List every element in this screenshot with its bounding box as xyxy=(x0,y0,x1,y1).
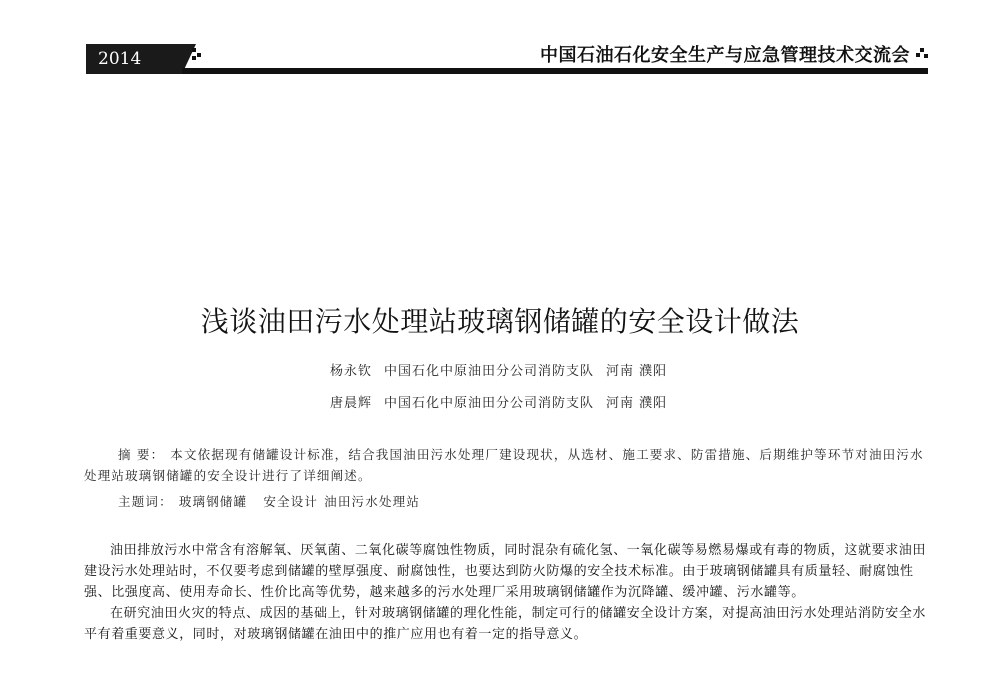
keyword: 油田污水处理站 xyxy=(324,494,421,509)
author-name: 杨永钦 xyxy=(330,364,373,379)
header-rule xyxy=(182,68,928,74)
author-line xyxy=(330,360,667,379)
header-decoration-right xyxy=(916,48,928,60)
author-line xyxy=(330,392,667,411)
paper-title: 浅谈油田污水处理站玻璃钢储罐的安全设计做法 xyxy=(200,305,800,338)
author-location: 河南 濮阳 xyxy=(606,364,668,379)
body-text xyxy=(84,540,926,645)
keywords xyxy=(118,492,420,510)
conference-title: 中国石油石化安全生产与应急管理技术交流会 xyxy=(540,45,910,66)
header-year: 2014 xyxy=(86,44,182,74)
author-affiliation: 中国石化中原油田分公司消防支队 xyxy=(384,396,595,411)
keyword: 安全设计 xyxy=(263,494,319,509)
author-affiliation: 中国石化中原油田分公司消防支队 xyxy=(384,364,595,379)
keywords-label: 主题词： xyxy=(118,494,173,509)
body-paragraph: 在研究油田火灾的特点、成因的基础上，针对玻璃钢储罐的理化性能，制定可行的储罐安全设计方案，对提高油田污水处理站消防安全水平有着重要意义，同时，对玻璃钢储罐在油田中的推广应用也有着一定的指导意义。 xyxy=(84,606,927,642)
abstract xyxy=(84,444,926,486)
header-decoration-left xyxy=(192,48,202,58)
abstract-text: 本文依据现有储罐设计标准，结合我国油田污水处理厂建设现状，从选材、施工要求、防雷措施、后期维护等环节对油田污水处理站玻璃钢储罐的安全设计进行了详细阐述。 xyxy=(84,447,924,483)
abstract-label: 摘 要： xyxy=(118,447,165,462)
author-name: 唐晨辉 xyxy=(330,396,373,411)
keyword: 玻璃钢储罐 xyxy=(178,494,248,509)
running-header xyxy=(86,44,928,74)
author-location: 河南 濮阳 xyxy=(606,396,668,411)
body-paragraph: 油田排放污水中常含有溶解氧、厌氧菌、二氧化碳等腐蚀性物质，同时混杂有硫化氢、一氧化碳等易燃易爆或有毒的物质，这就要求油田建设污水处理站时，不仅要考虑到储罐的壁厚强度、耐腐蚀性，也要达到防火防爆的安全技术标准。由于玻璃钢储罐具有质量轻、耐腐蚀性强、比强度高、使用寿命长、性价比高等优势，越来越多的污水处理厂采用玻璃钢储罐作为沉降罐、缓冲罐、污水罐等。 xyxy=(84,543,927,600)
